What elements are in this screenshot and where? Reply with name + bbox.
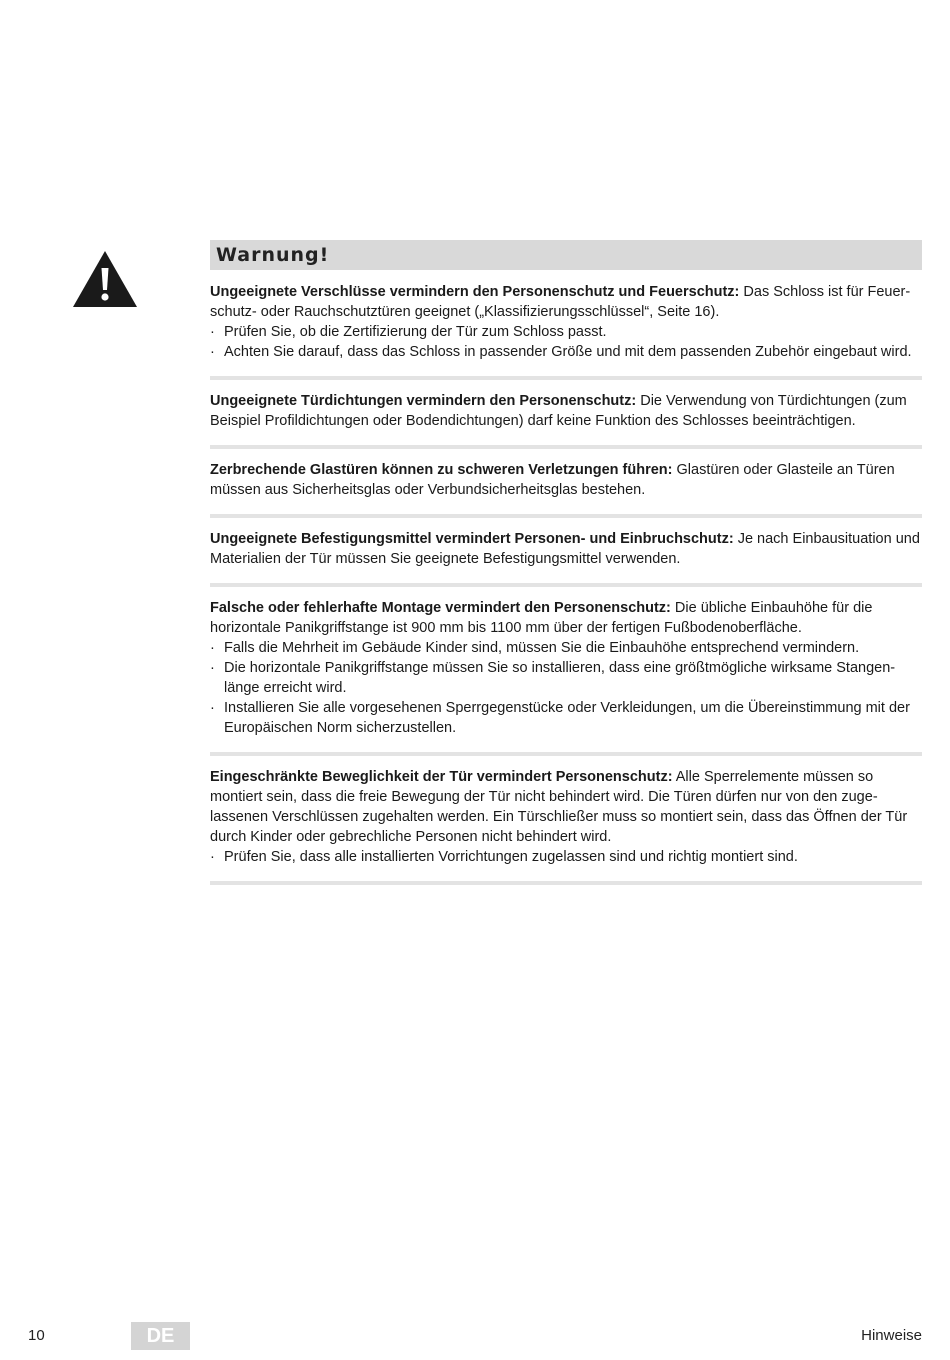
section-text: Glastüren oder Glasteile an Türen müssen aus Sicherheitsglas oder Verbundsicherheitsglas bestehen. (210, 462, 895, 498)
warning-content (210, 240, 922, 896)
warning-section (210, 767, 922, 885)
page-number: 10 (28, 1327, 45, 1344)
bullet-item: · Falls die Mehrheit im Gebäude Kinder sind, müssen Sie die Einbauhöhe entsprechend vermindern. (210, 638, 922, 658)
section-heading: Ungeeignete Verschlüsse vermindern den Personenschutz und Feuerschutz: (210, 284, 740, 300)
section-paragraph (210, 460, 922, 500)
warning-title: Warnung! (216, 244, 330, 266)
warning-section (210, 598, 922, 756)
bullet-item: · Installieren Sie alle vorgesehenen Sperrgegenstücke oder Verkleidungen, um die Übereinstimmung mit der Europäischen Norm sicherzustellen. (210, 698, 922, 738)
section-name: Hinweise (861, 1327, 922, 1344)
section-text: Die übliche Einbauhöhe für die horizontale Panikgriffstange ist 900 mm bis 1100 mm über der fertigen Fußbodenoberfläche. (210, 600, 873, 636)
section-paragraph (210, 767, 922, 847)
section-heading: Ungeeignete Türdichtungen vermindern den Personenschutz: (210, 393, 637, 409)
section-heading: Ungeeignete Befestigungsmittel vermindert Personen- und Einbruchschutz: (210, 531, 734, 547)
section-text: Je nach Einbausituation und Materialien der Tür müssen Sie geeignete Befestigungsmittel verwenden. (210, 531, 920, 567)
warning-sections (210, 282, 922, 885)
section-heading: Zerbrechende Glastüren können zu schweren Verletzungen führen: (210, 462, 673, 478)
bullet-list (210, 322, 922, 362)
bullet-item: · Die horizontale Panikgriffstange müssen Sie so installieren, dass eine größtmögliche wirksame Stangen-länge erreicht wird. (210, 658, 922, 698)
language-badge: DE (131, 1322, 190, 1350)
section-paragraph (210, 282, 922, 322)
section-heading: Falsche oder fehlerhafte Montage vermindert den Personenschutz: (210, 600, 671, 616)
section-paragraph (210, 391, 922, 431)
section-text: Alle Sperrelemente müssen so montiert sein, dass die freie Bewegung der Tür nicht behindert wird. Die Türen dürfen nur von den zuge-lassenen Verschlüssen zugehalten werden. Ein Türschließer muss so montiert sein, dass das Öffnen der Tür durch Kinder oder gebrechliche Personen nicht behindert wird. (210, 769, 908, 845)
warning-section (210, 529, 922, 587)
section-paragraph (210, 598, 922, 638)
bullet-item: · Prüfen Sie, dass alle installierten Vorrichtungen zugelassen sind und richtig montiert sind. (210, 847, 922, 867)
section-paragraph (210, 529, 922, 569)
bullet-item: · Prüfen Sie, ob die Zertifizierung der Tür zum Schloss passt. (210, 322, 922, 342)
warning-section (210, 460, 922, 518)
warning-triangle-icon (72, 250, 138, 308)
bullet-list (210, 847, 922, 867)
warning-header (210, 240, 922, 270)
warning-section (210, 391, 922, 449)
warning-section (210, 282, 922, 380)
section-text: Die Verwendung von Türdichtungen (zum Beispiel Profildichtungen oder Bodendichtungen) darf keine Funktion des Schlosses beeinträchtigen. (210, 393, 907, 429)
bullet-list (210, 638, 922, 738)
section-text: Das Schloss ist für Feuer-schutz- oder Rauchschutztüren geeignet („Klassifizierungsschlüssel“, Seite 16). (210, 284, 911, 320)
section-heading: Eingeschränkte Beweglichkeit der Tür vermindert Personenschutz: (210, 769, 673, 785)
bullet-item: · Achten Sie darauf, dass das Schloss in passender Größe und mit dem passenden Zubehör eingebaut wird. (210, 342, 922, 362)
